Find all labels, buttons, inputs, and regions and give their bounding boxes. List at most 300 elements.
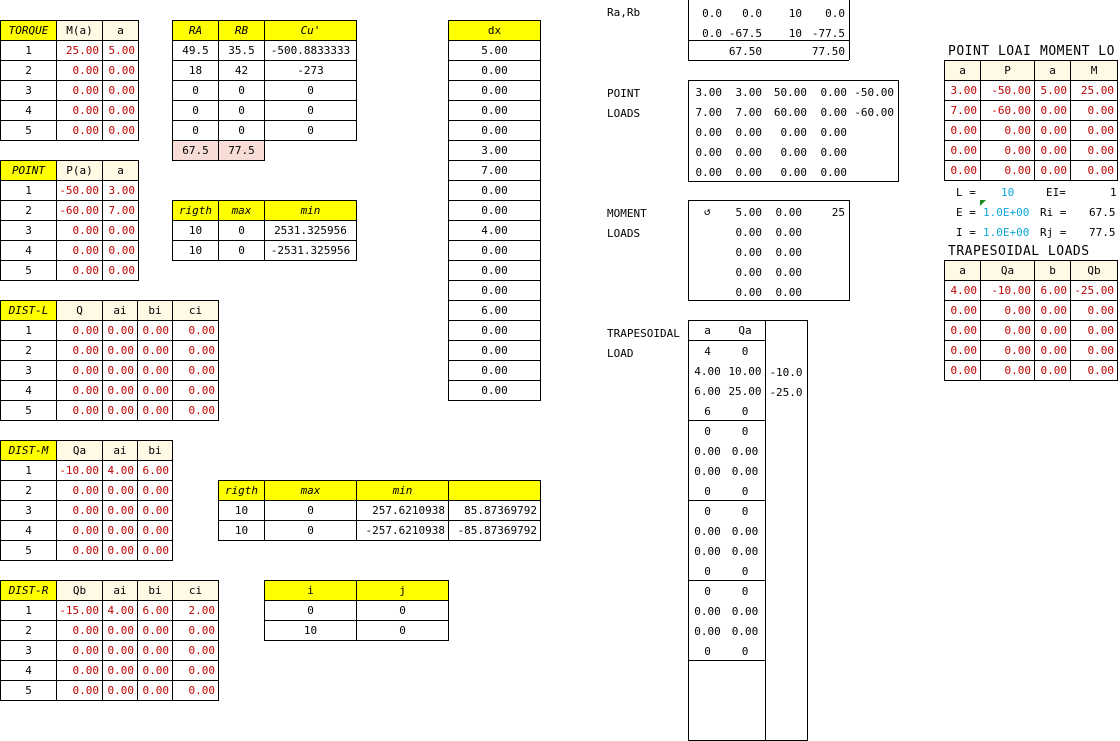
rarb-cell[interactable]: -500.8833333: [264, 40, 357, 61]
distm-cell[interactable]: 6.00: [137, 460, 173, 481]
rarb-total: 67.5: [172, 140, 219, 161]
I-value[interactable]: 1.0E+00: [983, 226, 1030, 239]
moment-loads-cell: [805, 223, 848, 241]
tt-header-0: a: [944, 260, 981, 281]
rarb-cell[interactable]: 0: [218, 120, 265, 141]
distl-cell[interactable]: 0.00: [56, 340, 103, 361]
plt-cell[interactable]: 0.00: [1034, 120, 1071, 141]
trap-header: a: [704, 324, 711, 337]
tt-cell[interactable]: 0.00: [1070, 320, 1118, 341]
distr-cell[interactable]: 0.00: [172, 680, 219, 701]
distr-cell[interactable]: 0.00: [172, 620, 219, 641]
rmm1-header-1: max: [218, 200, 265, 221]
trap-cell: 0.00: [694, 604, 721, 618]
distm-header-0: DIST-M: [0, 440, 57, 461]
ij-header-0: i: [264, 580, 357, 601]
dx-cell[interactable]: 0.00: [448, 380, 541, 401]
tt-cell[interactable]: 0.00: [944, 300, 981, 321]
torque-cell[interactable]: 0.00: [56, 60, 103, 81]
distr-header-4: ci: [172, 580, 219, 601]
trap-side: -25.0: [769, 385, 803, 399]
plt-cell[interactable]: 0.00: [1034, 140, 1071, 161]
distl-cell[interactable]: 0.00: [102, 400, 138, 421]
distl-cell[interactable]: 0.00: [172, 380, 219, 401]
moment-loads-cell: 0.00: [775, 225, 802, 239]
tt-header-3: Qb: [1070, 260, 1118, 281]
dx-cell[interactable]: 0.00: [448, 60, 541, 81]
distl-cell[interactable]: 1: [0, 320, 57, 341]
rmm1-header-2: min: [264, 200, 357, 221]
tt-cell[interactable]: 6.00: [1034, 280, 1071, 301]
distl-cell[interactable]: 0.00: [137, 340, 173, 361]
rarb-cell[interactable]: 0: [264, 80, 357, 101]
plt-cell[interactable]: 0.00: [1070, 160, 1118, 181]
point-header-0: POINT: [0, 160, 57, 181]
point-loads-cell: 0.00: [820, 105, 847, 119]
rmm2-cell[interactable]: -257.6210938: [356, 520, 449, 541]
plt-header-0: a: [944, 60, 981, 81]
tt-cell[interactable]: 0.00: [980, 340, 1035, 361]
trap-cell: 0.00: [694, 444, 721, 458]
plt-cell[interactable]: 5.00: [1034, 80, 1071, 101]
trap-cell: 0: [704, 484, 711, 498]
point-cell[interactable]: 3: [0, 220, 57, 241]
point-header-1: P(a): [56, 160, 103, 181]
distr-cell[interactable]: 2: [0, 620, 57, 641]
point-cell[interactable]: 4: [0, 240, 57, 261]
tt-cell[interactable]: 4.00: [944, 280, 981, 301]
distm-header-1: Qa: [56, 440, 103, 461]
distm-cell[interactable]: 0.00: [137, 540, 173, 561]
rmm1-cell[interactable]: 0: [218, 220, 265, 241]
L-value[interactable]: 10: [1001, 186, 1015, 199]
moment-loads-cell: 0.00: [775, 265, 802, 279]
trap-loads-title: TRAPESOIDAL LOADS: [948, 244, 1090, 259]
tt-cell[interactable]: 0.00: [1070, 300, 1118, 321]
moment-loads-cell: 25: [831, 205, 845, 219]
ij-cell[interactable]: 0: [356, 620, 449, 641]
distr-cell[interactable]: 2.00: [172, 600, 219, 621]
distr-cell[interactable]: 0.00: [56, 640, 103, 661]
rarb-header-0: RA: [172, 20, 219, 41]
distr-cell[interactable]: 0.00: [137, 660, 173, 681]
rmm1-cell[interactable]: 10: [172, 220, 219, 241]
distr-header-1: Qb: [56, 580, 103, 601]
dx-cell[interactable]: 0.00: [448, 120, 541, 141]
rarb-cell[interactable]: 0: [218, 80, 265, 101]
dx-cell[interactable]: 3.00: [448, 140, 541, 161]
divider: [849, 0, 850, 60]
plt-header-2: a: [1034, 60, 1071, 81]
distm-cell[interactable]: 0.00: [102, 500, 138, 521]
distm-cell[interactable]: 0.00: [137, 480, 173, 501]
point-loads-cell: 0.00: [735, 165, 762, 179]
point-loads-cell: 7.00: [735, 105, 762, 119]
plt-cell[interactable]: 0.00: [1034, 160, 1071, 181]
point-cell[interactable]: 0.00: [56, 220, 103, 241]
trap-cell: 0: [704, 504, 711, 518]
distl-cell[interactable]: 0.00: [172, 320, 219, 341]
distl-cell[interactable]: 0.00: [102, 380, 138, 401]
distm-cell[interactable]: 0.00: [56, 540, 103, 561]
tt-cell[interactable]: 0.00: [944, 340, 981, 361]
distr-header-2: ai: [102, 580, 138, 601]
rmm2-cell[interactable]: 10: [218, 520, 265, 541]
distl-cell[interactable]: 0.00: [56, 320, 103, 341]
torque-cell[interactable]: 4: [0, 100, 57, 121]
distl-cell[interactable]: 0.00: [56, 380, 103, 401]
distm-cell[interactable]: 2: [0, 480, 57, 501]
rarb-block-cell: 0.0: [825, 6, 845, 20]
torque-cell[interactable]: 0.00: [102, 100, 139, 121]
tt-cell[interactable]: -10.00: [980, 280, 1035, 301]
point-loads-cell: 3.00: [695, 85, 722, 99]
plt-cell[interactable]: 25.00: [1070, 80, 1118, 101]
moment-loads-cell: 5.00: [735, 205, 762, 219]
tt-cell[interactable]: 0.00: [1034, 300, 1071, 321]
torque-cell[interactable]: 1: [0, 40, 57, 61]
rarb-cell[interactable]: 42: [218, 60, 265, 81]
distl-cell[interactable]: 0.00: [137, 380, 173, 401]
dx-cell[interactable]: 4.00: [448, 220, 541, 241]
torque-cell[interactable]: 3: [0, 80, 57, 101]
trap-cell: 0.00: [731, 464, 759, 478]
divider: [688, 340, 765, 341]
rarb-block-cell: 0.0: [702, 6, 722, 20]
rmm2-cell[interactable]: -85.87369792: [448, 520, 541, 541]
moment-loads-cell: 0.00: [735, 225, 762, 239]
distl-cell[interactable]: 0.00: [137, 360, 173, 381]
dx-cell[interactable]: 0.00: [448, 200, 541, 221]
distl-cell[interactable]: 0.00: [137, 320, 173, 341]
trap-cell: 10.00: [728, 364, 762, 378]
distr-cell[interactable]: 0.00: [172, 640, 219, 661]
trap-side: -10.0: [769, 365, 803, 379]
Rj-value: 77.5: [1089, 226, 1116, 239]
distm-cell[interactable]: 0.00: [137, 520, 173, 541]
distl-cell[interactable]: 0.00: [56, 360, 103, 381]
point-loads-cell: -50.00: [854, 85, 894, 99]
rarb-cell[interactable]: 0: [172, 80, 219, 101]
plt-cell[interactable]: 0.00: [944, 160, 981, 181]
plt-cell[interactable]: 0.00: [980, 160, 1035, 181]
distm-cell[interactable]: 0.00: [56, 480, 103, 501]
plt-cell[interactable]: 0.00: [980, 120, 1035, 141]
dx-cell[interactable]: 0.00: [448, 240, 541, 261]
rmm2-header-2: min: [356, 480, 449, 501]
torque-cell[interactable]: 25.00: [56, 40, 103, 61]
torque-cell[interactable]: 0.00: [56, 100, 103, 121]
torque-cell[interactable]: 0.00: [56, 120, 103, 141]
rmm2-cell[interactable]: 85.87369792: [448, 500, 541, 521]
distl-cell[interactable]: 0.00: [102, 340, 138, 361]
moment-loads-cell: 0.00: [735, 285, 762, 299]
distm-cell[interactable]: 0.00: [56, 520, 103, 541]
distr-cell[interactable]: 0.00: [137, 640, 173, 661]
distl-cell[interactable]: 2: [0, 340, 57, 361]
torque-cell[interactable]: 2: [0, 60, 57, 81]
ij-cell[interactable]: 0: [356, 600, 449, 621]
torque-cell[interactable]: 0.00: [102, 120, 139, 141]
rmm2-header-3: [448, 480, 541, 501]
L-label: L =: [956, 186, 976, 199]
dx-cell[interactable]: 6.00: [448, 300, 541, 321]
point-loads-cell: 0.00: [780, 125, 807, 139]
divider: [688, 420, 765, 421]
distm-cell[interactable]: 0.00: [102, 480, 138, 501]
distr-cell[interactable]: 0.00: [137, 620, 173, 641]
point-cell[interactable]: 1: [0, 180, 57, 201]
tt-cell[interactable]: -25.00: [1070, 280, 1118, 301]
rmm2-cell[interactable]: 0: [264, 500, 357, 521]
dx-cell[interactable]: 0.00: [448, 260, 541, 281]
point-cell[interactable]: 0.00: [56, 260, 103, 281]
torque-cell[interactable]: 0.00: [56, 80, 103, 101]
rmm2-header-0: rigth: [218, 480, 265, 501]
distr-cell[interactable]: 4.00: [102, 600, 138, 621]
rmm1-cell[interactable]: 0: [218, 240, 265, 261]
rarb-block-label: Ra,Rb: [607, 6, 641, 19]
distm-cell[interactable]: 5: [0, 540, 57, 561]
distl-cell[interactable]: 0.00: [137, 400, 173, 421]
moment-loads-cell: [805, 283, 848, 301]
tt-cell[interactable]: 0.00: [1070, 360, 1118, 381]
plt-cell[interactable]: 7.00: [944, 100, 981, 121]
plt-cell[interactable]: -60.00: [980, 100, 1035, 121]
plt-cell[interactable]: 0.00: [1070, 100, 1118, 121]
rmm1-cell[interactable]: 2531.325956: [264, 220, 357, 241]
rarb-block-cell: -67.5: [728, 26, 762, 40]
distr-cell[interactable]: 0.00: [172, 660, 219, 681]
trap-cell: 0: [704, 584, 711, 598]
rarb-block-cell: 10: [788, 6, 802, 20]
distr-cell[interactable]: 0.00: [56, 680, 103, 701]
distm-cell[interactable]: 0.00: [102, 520, 138, 541]
trap-header: Qa: [738, 324, 752, 337]
dx-cell[interactable]: 0.00: [448, 80, 541, 101]
plt-cell[interactable]: 0.00: [944, 120, 981, 141]
E-label: E =: [956, 206, 976, 219]
distr-cell[interactable]: 0.00: [56, 660, 103, 681]
tt-cell[interactable]: 0.00: [1034, 360, 1071, 381]
distl-cell[interactable]: 5: [0, 400, 57, 421]
rarb-cell[interactable]: 0: [264, 100, 357, 121]
point-cell[interactable]: 0.00: [102, 240, 139, 261]
distl-cell[interactable]: 0.00: [172, 340, 219, 361]
distl-cell[interactable]: 0.00: [102, 360, 138, 381]
distl-header-2: ai: [102, 300, 138, 321]
torque-cell[interactable]: 5.00: [102, 40, 139, 61]
point-loads-cell: 0.00: [735, 125, 762, 139]
distr-cell[interactable]: 0.00: [102, 660, 138, 681]
moment-loads-cell: [805, 263, 848, 281]
distm-cell[interactable]: -10.00: [56, 460, 103, 481]
Ri-value: 67.5: [1089, 206, 1116, 219]
ij-header-1: j: [356, 580, 449, 601]
rarb-block-cell: 0.0: [742, 6, 762, 20]
ij-cell[interactable]: 0: [264, 600, 357, 621]
distr-cell[interactable]: 4: [0, 660, 57, 681]
rarb-cell[interactable]: 0: [172, 120, 219, 141]
distr-cell[interactable]: 1: [0, 600, 57, 621]
trap-cell: 0: [741, 424, 749, 438]
distl-header-3: bi: [137, 300, 173, 321]
trap-cell: 0.00: [694, 624, 721, 638]
point-loads-cell: 0.00: [735, 145, 762, 159]
distr-cell[interactable]: 3: [0, 640, 57, 661]
plt-cell[interactable]: 0.00: [980, 140, 1035, 161]
point-cell[interactable]: 0.00: [56, 240, 103, 261]
dx-cell[interactable]: 0.00: [448, 320, 541, 341]
tt-cell[interactable]: 0.00: [944, 360, 981, 381]
point-cell[interactable]: -50.00: [56, 180, 103, 201]
rarb-block-cell: 10: [788, 26, 802, 40]
I-label: I =: [956, 226, 976, 239]
trap-cell: 4: [704, 344, 711, 358]
plt-cell[interactable]: -50.00: [980, 80, 1035, 101]
point-cell[interactable]: 2: [0, 200, 57, 221]
point-cell[interactable]: 0.00: [102, 260, 139, 281]
point-loads-cell: -60.00: [854, 105, 894, 119]
rmm2-cell[interactable]: 257.6210938: [356, 500, 449, 521]
rmm2-cell[interactable]: 10: [218, 500, 265, 521]
torque-cell[interactable]: 0.00: [102, 60, 139, 81]
dx-cell[interactable]: 5.00: [448, 40, 541, 61]
point-loads-cell: 0.00: [695, 165, 722, 179]
plt-cell[interactable]: 3.00: [944, 80, 981, 101]
plt-cell[interactable]: 0.00: [1070, 140, 1118, 161]
EI-label: EI=: [1046, 186, 1066, 199]
torque-cell[interactable]: 0.00: [102, 80, 139, 101]
tt-cell[interactable]: 0.00: [980, 300, 1035, 321]
distm-cell[interactable]: 0.00: [56, 500, 103, 521]
dx-cell[interactable]: 0.00: [448, 100, 541, 121]
point-loads-cell: [850, 143, 897, 161]
dx-cell[interactable]: 7.00: [448, 160, 541, 181]
distl-cell[interactable]: 0.00: [102, 320, 138, 341]
distr-cell[interactable]: 5: [0, 680, 57, 701]
point-loads-cell: [850, 123, 897, 141]
dx-cell[interactable]: 0.00: [448, 360, 541, 381]
plt-header-1: P: [980, 60, 1035, 81]
distr-cell[interactable]: 0.00: [56, 620, 103, 641]
Ri-label: Ri =: [1040, 206, 1067, 219]
rmm1-cell[interactable]: 10: [172, 240, 219, 261]
rmm1-cell[interactable]: -2531.325956: [264, 240, 357, 261]
point-loads-cell: 0.00: [820, 85, 847, 99]
dx-cell[interactable]: 0.00: [448, 180, 541, 201]
moment-icon: ↺: [704, 205, 711, 218]
distr-cell[interactable]: -15.00: [56, 600, 103, 621]
rarb-cell[interactable]: 0: [264, 120, 357, 141]
distl-cell[interactable]: 0.00: [172, 400, 219, 421]
trap-cell: 0: [741, 644, 749, 658]
rarb-block-total: 77.50: [811, 44, 845, 58]
point-header-2: a: [102, 160, 139, 181]
tt-cell[interactable]: 0.00: [980, 320, 1035, 341]
moment-loads-cell: 0.00: [735, 245, 762, 259]
rarb-cell[interactable]: 0: [218, 100, 265, 121]
point-loads-cell: 0.00: [695, 145, 722, 159]
rarb-cell[interactable]: 0: [172, 100, 219, 121]
tt-cell[interactable]: 0.00: [944, 320, 981, 341]
point-cell[interactable]: 7.00: [102, 200, 139, 221]
divider: [688, 60, 849, 61]
tt-cell[interactable]: 0.00: [1070, 340, 1118, 361]
trap-cell: 0.00: [731, 624, 759, 638]
rarb-block-cell: 0.0: [702, 26, 722, 40]
point-loads-cell: 60.00: [773, 105, 807, 119]
moment-loads-label: LOADS: [607, 227, 641, 240]
torque-header-1: M(a): [56, 20, 103, 41]
point-cell[interactable]: -60.00: [56, 200, 103, 221]
distm-cell[interactable]: 0.00: [137, 500, 173, 521]
point-cell[interactable]: 5: [0, 260, 57, 281]
rmm2-cell[interactable]: 0: [264, 520, 357, 541]
rarb-cell[interactable]: 18: [172, 60, 219, 81]
tt-cell[interactable]: 0.00: [980, 360, 1035, 381]
distl-cell[interactable]: 3: [0, 360, 57, 381]
point-loads-cell: 0.00: [695, 125, 722, 139]
trap-cell: 0: [741, 584, 749, 598]
trap-cell: 0: [741, 484, 749, 498]
tt-cell[interactable]: 0.00: [1034, 320, 1071, 341]
trap-cell: 0: [741, 404, 749, 418]
moment-loads-cell: 0.00: [775, 205, 802, 219]
distl-cell[interactable]: 0.00: [172, 360, 219, 381]
trap-cell: 0.00: [731, 524, 759, 538]
distm-cell[interactable]: 3: [0, 500, 57, 521]
ij-cell[interactable]: 10: [264, 620, 357, 641]
distm-cell[interactable]: 4.00: [102, 460, 138, 481]
distr-cell[interactable]: 6.00: [137, 600, 173, 621]
dx-cell[interactable]: 0.00: [448, 340, 541, 361]
distm-cell[interactable]: 4: [0, 520, 57, 541]
distl-cell[interactable]: 0.00: [56, 400, 103, 421]
moment-loads-label: MOMENT: [607, 207, 647, 220]
distr-cell[interactable]: 0.00: [102, 680, 138, 701]
trap-cell: 0: [704, 564, 711, 578]
distm-cell[interactable]: 1: [0, 460, 57, 481]
rarb-block-cell: -77.5: [811, 26, 845, 40]
plt-cell[interactable]: 0.00: [1070, 120, 1118, 141]
point-loads-label: POINT: [607, 87, 641, 100]
torque-cell[interactable]: 5: [0, 120, 57, 141]
distm-cell[interactable]: 0.00: [102, 540, 138, 561]
E-value[interactable]: 1.0E+00: [983, 206, 1030, 219]
trap-cell: 0: [704, 644, 711, 658]
rarb-cell[interactable]: 49.5: [172, 40, 219, 61]
tt-cell[interactable]: 0.00: [1034, 340, 1071, 361]
moment-loads-cell: 0.00: [775, 245, 802, 259]
dx-cell[interactable]: 0.00: [448, 280, 541, 301]
distr-cell[interactable]: 0.00: [102, 640, 138, 661]
point-cell[interactable]: 0.00: [102, 220, 139, 241]
distr-cell[interactable]: 0.00: [137, 680, 173, 701]
distl-cell[interactable]: 4: [0, 380, 57, 401]
distr-cell[interactable]: 0.00: [102, 620, 138, 641]
trap-load-label: TRAPESOIDAL: [607, 327, 680, 340]
point-loads-cell: 0.00: [820, 145, 847, 159]
point-cell[interactable]: 3.00: [102, 180, 139, 201]
point-loads-cell: 0.00: [820, 165, 847, 179]
rarb-cell[interactable]: 35.5: [218, 40, 265, 61]
plt-cell[interactable]: 0.00: [944, 140, 981, 161]
point-loads-cell: 7.00: [695, 105, 722, 119]
rarb-cell[interactable]: -273: [264, 60, 357, 81]
distr-header-0: DIST-R: [0, 580, 57, 601]
plt-cell[interactable]: 0.00: [1034, 100, 1071, 121]
